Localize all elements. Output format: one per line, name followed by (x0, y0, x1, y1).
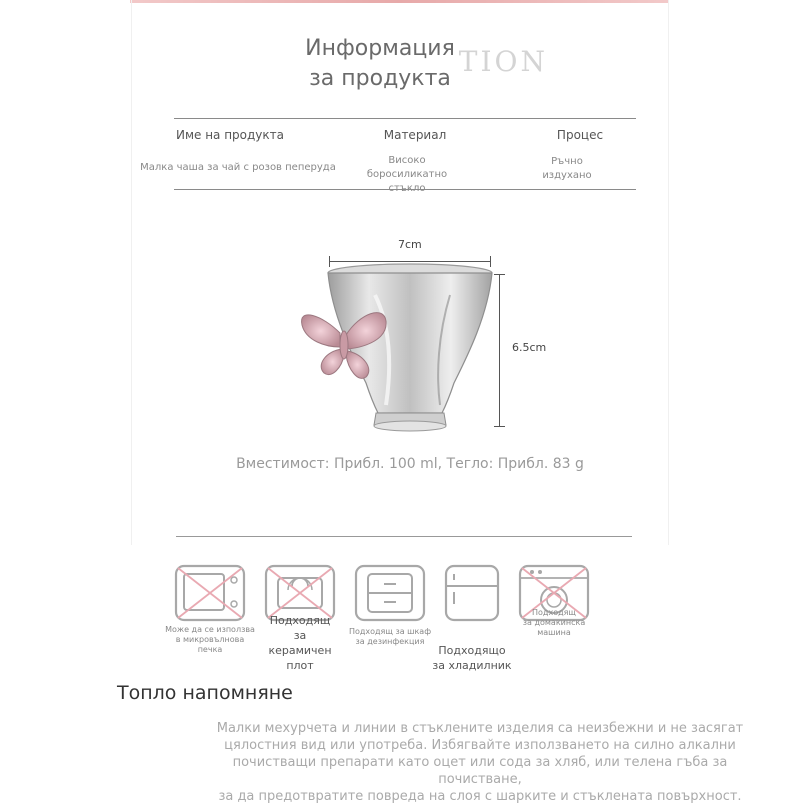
reminder-text (190, 720, 770, 805)
reminder-title: Топло напомняне (117, 682, 293, 704)
refrigerator-label-line2: за хладилник (432, 659, 512, 672)
ceramic-stove-label-line3: керамичен (268, 644, 332, 657)
dishwasher-label-line2: за домакинска (522, 618, 586, 627)
cell-material-line1: Високо (388, 155, 426, 166)
reminder-line4: за да предотвратите повреда на слоя с шарките и стъклената повърхност. (218, 789, 742, 804)
ceramic-stove-label-line4: плот (286, 659, 314, 672)
page-title (250, 34, 510, 94)
disinfection-label-line1: Подходящ за шкаф (348, 627, 432, 636)
microwave-label-line1: Може да се използва (165, 625, 255, 634)
disinfection-label-line2: за дезинфекция (355, 637, 425, 646)
cell-material-line2: боросиликатно (366, 169, 448, 180)
dishwasher-label-line3: машина (537, 628, 571, 637)
butterfly-glass-cup-image (280, 255, 510, 440)
refrigerator-label-line1: Подходящо (438, 644, 506, 657)
dishwasher-label-line1: Подходящ (532, 608, 576, 617)
column-header-material: Материал (383, 128, 447, 142)
height-label: 6.5cm (512, 341, 547, 354)
frame-right (668, 0, 669, 545)
table-bottom-rule (174, 189, 636, 190)
reminder-line3: почистващи препарати като оцет или сода за хляб, или телена гъба за почистване, (232, 755, 728, 787)
table-top-rule (174, 118, 636, 119)
column-header-name: Име на продукта (175, 128, 285, 142)
microwave-label-line3: печка (197, 645, 223, 654)
refrigerator-label (420, 643, 524, 673)
ceramic-stove-label-line1: Подходящ (269, 614, 331, 627)
disinfection-cabinet-icon (354, 564, 426, 622)
width-label: 7cm (398, 238, 422, 251)
ghost-heading: TION (458, 45, 548, 78)
cell-process (530, 155, 604, 183)
top-accent-bar (130, 0, 668, 3)
ceramic-stove-label (255, 613, 345, 673)
reminder-line2: цялостния вид или употреба. Избягвайте използването на силно алкални (224, 738, 736, 753)
title-line-2: за продукта (309, 66, 451, 91)
title-line-1: Информация (305, 36, 455, 61)
reminder-line1: Малки мехурчета и линии в стъклените изделия са неизбежни и не засягат (216, 721, 744, 736)
microwave-label-line2: в микровълнова (175, 635, 245, 644)
capacity-weight-text: Вместимост: Прибл. 100 ml, Тегло: Прибл. 83 g (236, 456, 584, 472)
cell-product-name: Малка чаша за чай с розов пеперуда (140, 162, 336, 173)
refrigerator-icon (436, 564, 508, 622)
column-header-process: Процес (556, 128, 604, 142)
dishwasher-label (508, 608, 600, 638)
microwave-icon (174, 564, 246, 622)
ceramic-stove-label-line2: за (293, 629, 307, 642)
microwave-label (164, 625, 256, 655)
frame-left (131, 0, 132, 545)
cell-process-line2: издухано (542, 170, 592, 181)
cell-process-line1: Ръчно (551, 156, 583, 167)
section-divider (176, 536, 632, 537)
